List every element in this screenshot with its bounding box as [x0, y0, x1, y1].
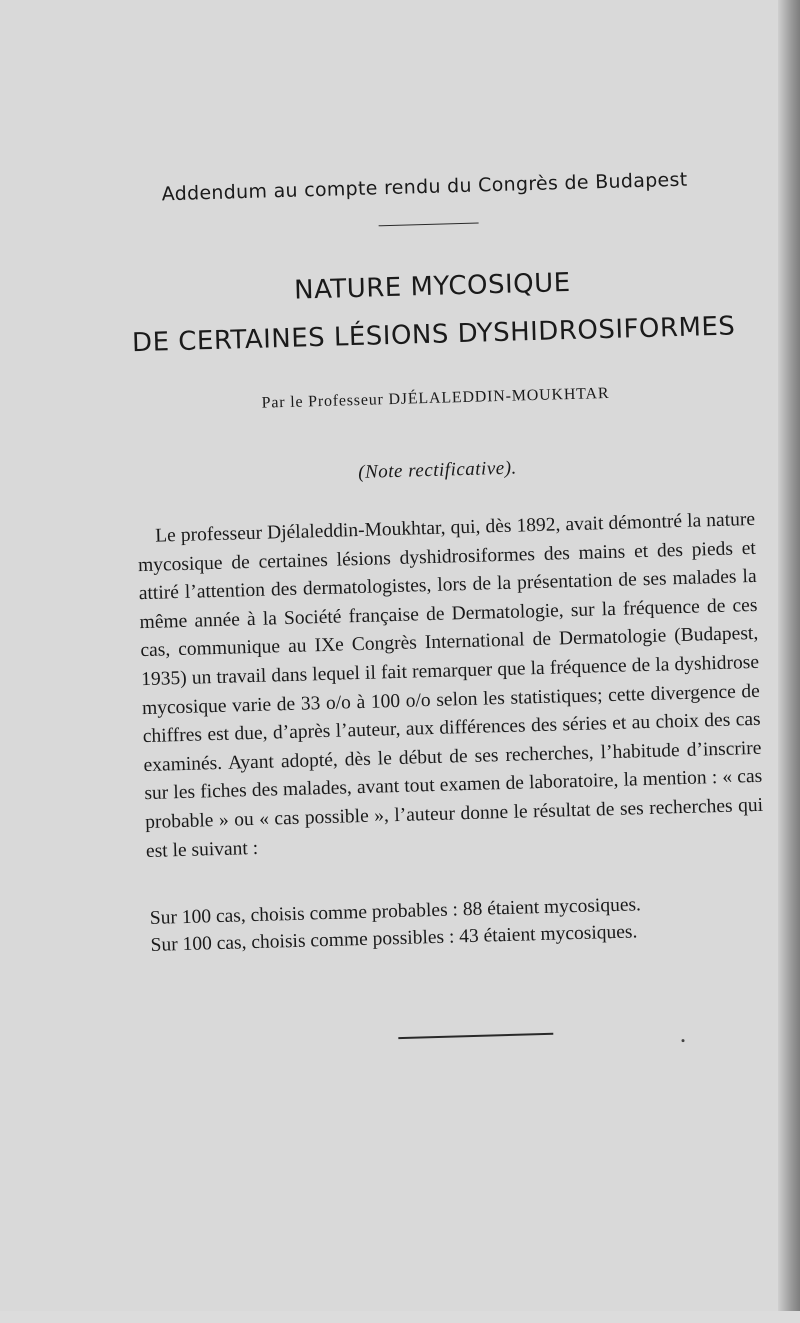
body-text — [137, 506, 764, 866]
addendum-heading: Addendum au compte rendu du Congrès de Budapest — [161, 168, 688, 206]
results-list — [150, 887, 791, 959]
body-paragraph: Le professeur Djélaleddin-Moukhtar, qui, dès 1892, avait démontré la nature mycosique de certaines lésions dyshidrosiformes des mains et des pieds et attiré l’attention des dermatologistes, lors de la présentation de ses malades la même année à la Société française de Dermatologie, sur la fréquence de ces cas, communique au IXe Congrès International de Dermatologie (Budapest, 1935) un travail dans lequel il fait remarquer que la fréquence de la dyshidrose mycosique varie de 33 o/o à 100 o/o selon les statistiques; cette divergence de chiffres est due, d’après l’auteur, aux différences des séries et au choix des cas examinés. Ayant adopté, dès le début de ses recherches, l’habitude d’inscrire sur les fiches des malades, avant tout examen de laboratoire, la mention : « cas probable » ou « cas possible », l’auteur donne le résultat de ses recherches qui est le suivant : — [137, 508, 764, 862]
bottom-rule — [398, 1033, 553, 1039]
title-line-2: DE CERTAINES LÉSIONS DYSHIDROSIFORMES — [131, 311, 736, 359]
author-line — [0, 378, 800, 421]
ink-dot — [681, 1039, 684, 1042]
result-probables: Sur 100 cas, choisis comme probables : 88 étaient mycosiques. — [149, 894, 642, 929]
title-line-1: NATURE MYCOSIQUE — [293, 267, 571, 306]
note-rectificative: (Note rectificative). — [357, 457, 518, 483]
top-rule — [379, 223, 479, 227]
result-possibles: Sur 100 cas, choisis comme possibles : 43 étaient mycosiques. — [150, 921, 638, 956]
author-prefix: Par le Professeur — [261, 391, 384, 412]
author-name: DJÉLALEDDIN-MOUKHTAR — [388, 384, 610, 409]
